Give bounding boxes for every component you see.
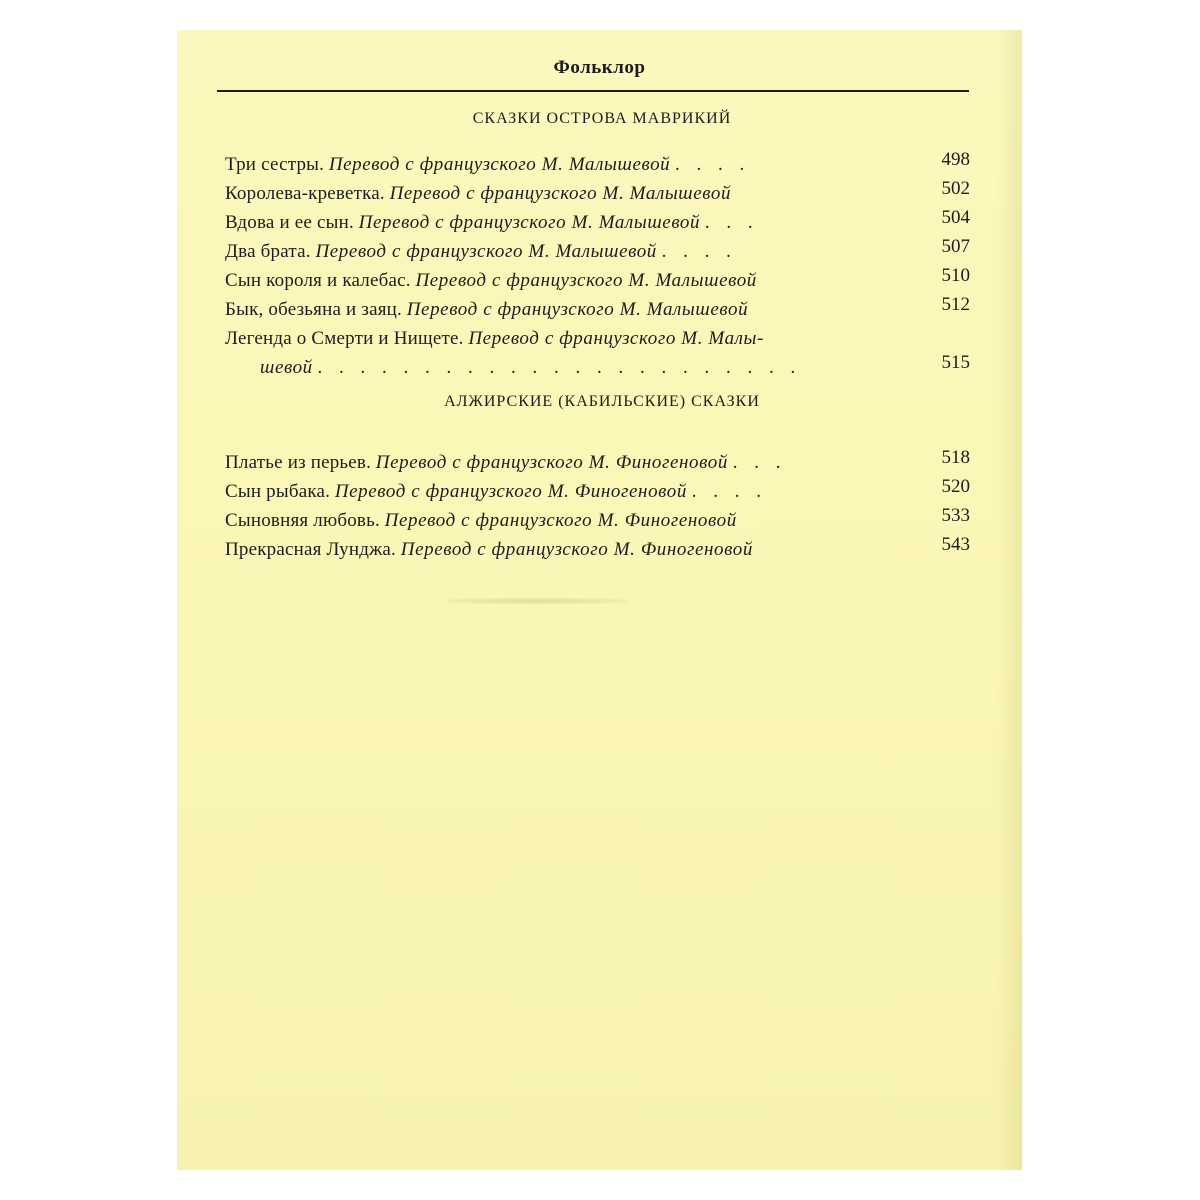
page-number: 533: [941, 505, 970, 526]
entry-translator: Перевод с французского М. Финогеновой: [334, 481, 687, 502]
toc-entry[interactable]: [225, 477, 970, 506]
entry-translator-continuation: шевой: [260, 357, 313, 378]
toc-entry[interactable]: [225, 448, 970, 477]
toc-entry[interactable]: [225, 506, 970, 535]
toc-entry[interactable]: [225, 237, 970, 266]
entry-translator: Перевод с французского М. Малы-: [468, 328, 764, 349]
leader-dots: . . .: [732, 452, 787, 473]
entry-translator: Перевод с французского М. Малышевой: [415, 270, 757, 291]
toc-entry[interactable]: [225, 266, 970, 295]
leader-dots: . . .: [704, 212, 759, 233]
entry-title: Прекрасная Лунджа.: [225, 539, 397, 560]
page-number: 502: [941, 178, 970, 199]
leader-dots: . . . .: [691, 481, 767, 502]
entry-translator: Перевод с французского М. Малышевой: [406, 299, 749, 320]
entry-translator: Перевод с французского М. Малышевой: [389, 183, 732, 204]
toc-entry[interactable]: [225, 535, 970, 564]
toc-entry[interactable]: [225, 150, 970, 179]
page-number: 520: [941, 476, 970, 497]
page-number: 543: [941, 534, 970, 555]
page-number: 512: [941, 294, 970, 315]
page-number: 504: [941, 207, 970, 228]
toc-entry[interactable]: [225, 208, 970, 237]
toc-entry[interactable]: [225, 179, 970, 208]
toc-list-mauritius: [225, 150, 970, 382]
entry-title: Вдова и ее сын.: [225, 212, 354, 233]
entry-title: Два брата.: [225, 241, 311, 262]
entry-title: Платье из перьев.: [225, 452, 372, 473]
toc-list-algeria: [225, 448, 970, 564]
page-number: 518: [941, 447, 970, 468]
entry-translator: Перевод с французского М. Финогеновой: [384, 510, 737, 531]
section-title-algeria: АЛЖИРСКИЕ (КАБИЛЬСКИЕ) СКАЗКИ: [444, 393, 760, 410]
leader-dots: . . . .: [661, 241, 737, 262]
page-number: 507: [941, 236, 970, 257]
entry-title: Сын короля и калебас.: [225, 270, 411, 291]
entry-translator: Перевод с французского М. Финогеновой: [375, 452, 728, 473]
leader-dots: . . . . . . . . . . . . . . . . . . . . . . .: [317, 357, 802, 378]
section-title-mauritius: СКАЗКИ ОСТРОВА МАВРИКИЙ: [472, 110, 732, 127]
entry-translator: Перевод с французского М. Финогеновой: [400, 539, 753, 560]
entry-title: Сын рыбака.: [225, 481, 331, 502]
entry-translator: Перевод с французского М. Малышевой: [328, 154, 671, 175]
entry-translator: Перевод с французского М. Малышевой: [358, 212, 701, 233]
entry-title: Королева-креветка.: [225, 183, 385, 204]
entry-title: Сыновняя любовь.: [225, 510, 380, 531]
entry-title: Бык, обезьяна и заяц.: [225, 299, 402, 320]
toc-entry[interactable]: [225, 295, 970, 324]
paper-smudge: [447, 598, 627, 604]
toc-entry[interactable]: [225, 324, 970, 382]
page-number: 498: [941, 149, 970, 170]
page-number: 510: [941, 265, 970, 286]
book-page: [177, 30, 1022, 1170]
running-head: Фольклор: [553, 57, 646, 78]
entry-title: Легенда о Смерти и Нищете.: [225, 328, 464, 349]
page-number: 515: [941, 352, 970, 373]
leader-dots: . . . .: [675, 154, 751, 175]
entry-title: Три сестры.: [225, 154, 325, 175]
entry-translator: Перевод с французского М. Малышевой: [315, 241, 657, 262]
header-rule: [217, 90, 969, 92]
